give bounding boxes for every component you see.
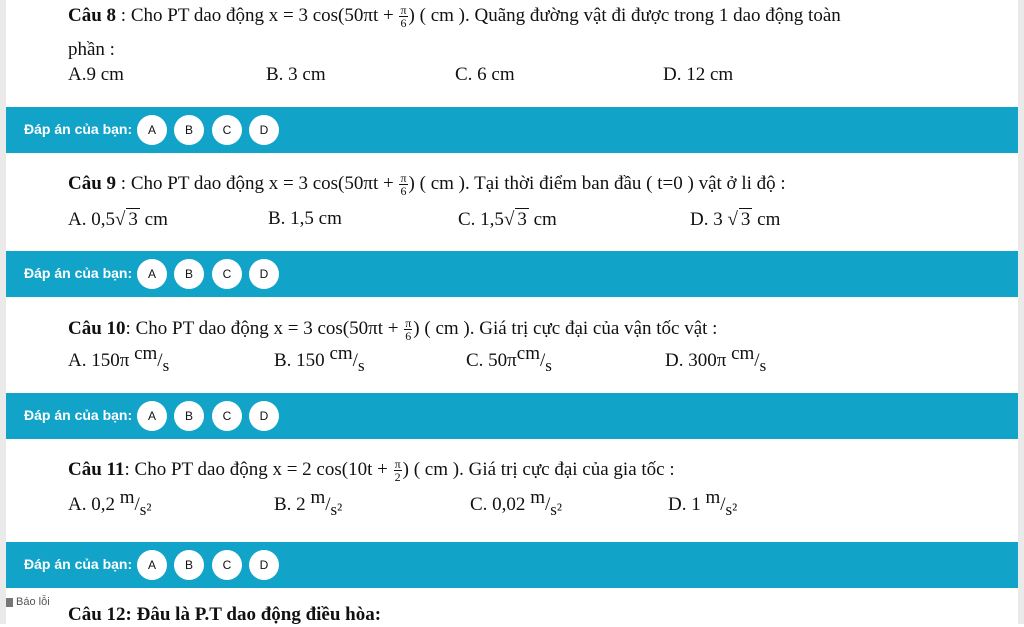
choice-a-button[interactable]: A: [137, 115, 167, 145]
choice-d-button[interactable]: D: [249, 115, 279, 145]
question-9: [68, 172, 786, 197]
question-8-text: Cho PT dao động x = 3 cos(50πt +: [130, 5, 399, 26]
question-9-label: Câu 9: [68, 173, 117, 194]
question-8-label: Câu 8: [68, 5, 117, 26]
answer-bar: [6, 542, 1018, 588]
fraction: $\frac{\pi}{2}$: [394, 457, 401, 485]
choice-d-button[interactable]: D: [249, 259, 279, 289]
answer-label: Đáp án của bạn:: [24, 265, 133, 281]
question-10-text: Cho PT dao động x = 3 cos(50πt +: [135, 318, 404, 339]
option-d: D. 12 cm: [663, 64, 734, 85]
option-c: C. 1,5√ 3 cm: [458, 209, 557, 230]
question-9-text-end: ) ( cm ). Tại thời điểm ban đầu ( t=0 ) vật ở li độ :: [408, 173, 786, 194]
fraction: $\frac{\pi}{6}$: [405, 316, 412, 344]
answer-label: Đáp án của bạn:: [24, 407, 133, 423]
choice-b-button[interactable]: B: [174, 115, 204, 145]
question-10-sep: :: [125, 318, 136, 339]
question-11: [68, 458, 675, 483]
choice-c-button[interactable]: C: [212, 115, 242, 145]
report-label: Báo lỗi: [16, 596, 50, 608]
question-9-text: Cho PT dao động x = 3 cos(50πt +: [130, 173, 399, 194]
report-error-button[interactable]: [6, 596, 50, 608]
question-8-text-end: ) ( cm ). Quãng đường vật đi được trong 1 dao động toàn: [408, 5, 841, 26]
question-12: [68, 603, 381, 627]
question-11-sep: :: [124, 459, 135, 480]
option-a: A. 150π cm/s: [68, 343, 170, 375]
answer-bar: [6, 107, 1018, 153]
option-d: D. 3 √ 3 cm: [690, 209, 781, 230]
fraction: $\frac{\pi}{6}$: [400, 171, 407, 199]
choice-a-button[interactable]: A: [137, 401, 167, 431]
question-10: [68, 317, 717, 342]
left-frame: [0, 0, 6, 624]
answer-bar: [6, 393, 1018, 439]
question-8-sep: :: [116, 5, 131, 26]
option-c: C. 0,02 m/s²: [470, 487, 562, 519]
choice-b-button[interactable]: B: [174, 550, 204, 580]
question-8-options: [0, 64, 1024, 92]
option-c: C. 50πcm/s: [466, 343, 552, 375]
choice-b-button[interactable]: B: [174, 401, 204, 431]
question-12-text: : Đâu là P.T dao động điều hòa:: [125, 604, 382, 625]
answer-label: Đáp án của bạn:: [24, 556, 133, 572]
choice-c-button[interactable]: C: [212, 401, 242, 431]
flag-icon: [6, 598, 13, 607]
choice-b-button[interactable]: B: [174, 259, 204, 289]
question-10-label: Câu 10: [68, 318, 126, 339]
choice-c-button[interactable]: C: [212, 550, 242, 580]
question-9-sep: :: [116, 173, 131, 194]
fraction: $\frac{\pi}{6}$: [400, 3, 407, 31]
question-11-text-end: ) ( cm ). Giá trị cực đại của gia tốc :: [402, 459, 675, 480]
option-b: B. 1,5 cm: [268, 208, 342, 229]
choice-d-button[interactable]: D: [249, 550, 279, 580]
choice-d-button[interactable]: D: [249, 401, 279, 431]
question-9-options: [0, 208, 1024, 236]
question-12-label: Câu 12: [68, 604, 126, 625]
option-a: A. 0,2 m/s²: [68, 487, 152, 519]
option-a: A. 0,5√ 3 cm: [68, 209, 168, 230]
question-8: [68, 4, 841, 29]
answer-bar: [6, 251, 1018, 297]
question-11-text: Cho PT dao động x = 2 cos(10t +: [134, 459, 393, 480]
question-8-continuation: phần :: [68, 39, 115, 60]
option-d: D. 300π cm/s: [665, 343, 767, 375]
right-frame: [1018, 0, 1024, 624]
option-d: D. 1 m/s²: [668, 487, 738, 519]
question-10-text-end: ) ( cm ). Giá trị cực đại của vận tốc vật :: [413, 318, 718, 339]
question-11-label: Câu 11: [68, 459, 125, 480]
choice-a-button[interactable]: A: [137, 259, 167, 289]
option-a: A.9 cm: [68, 64, 124, 85]
question-10-options: [0, 343, 1024, 378]
choice-c-button[interactable]: C: [212, 259, 242, 289]
option-b: B. 150 cm/s: [274, 343, 365, 375]
answer-label: Đáp án của bạn:: [24, 121, 133, 137]
option-c: C. 6 cm: [455, 64, 515, 85]
choice-a-button[interactable]: A: [137, 550, 167, 580]
question-11-options: [0, 487, 1024, 522]
option-b: B. 3 cm: [266, 64, 326, 85]
option-b: B. 2 m/s²: [274, 487, 343, 519]
